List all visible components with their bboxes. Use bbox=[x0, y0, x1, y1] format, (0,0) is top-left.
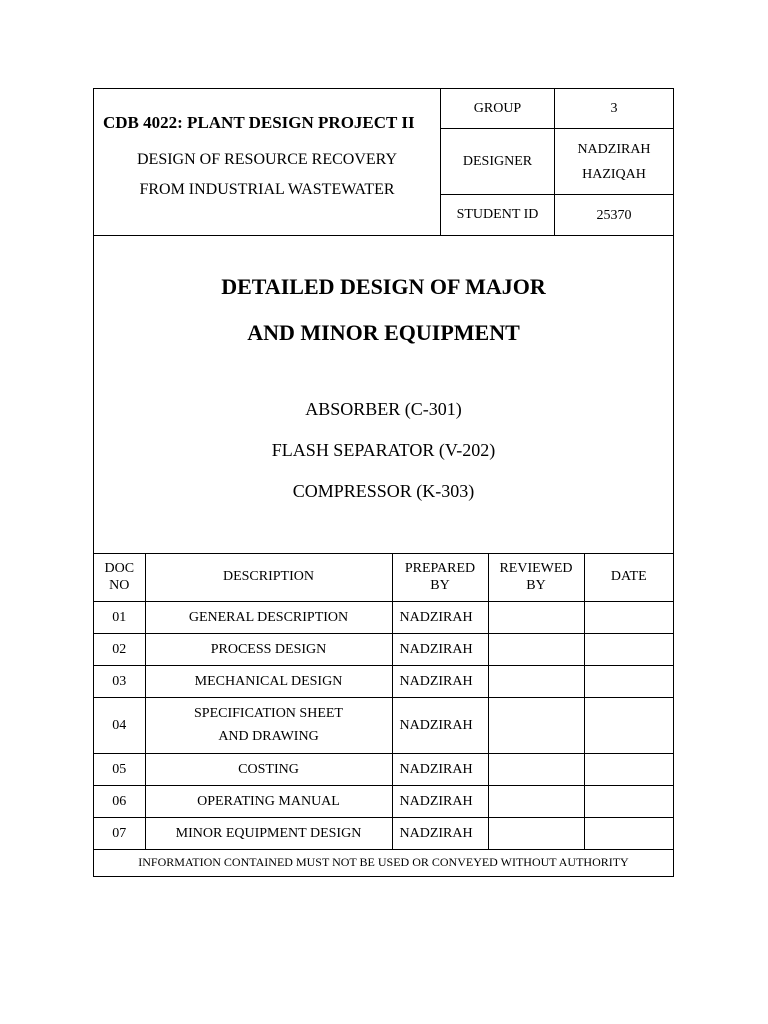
row-date bbox=[584, 697, 673, 753]
table-row bbox=[94, 601, 673, 633]
row-date bbox=[584, 785, 673, 817]
row-doc-no: 01 bbox=[94, 601, 145, 633]
row-reviewed-by bbox=[488, 817, 584, 849]
designer-name-1: NADZIRAH bbox=[577, 141, 651, 157]
row-reviewed-by bbox=[488, 785, 584, 817]
row-doc-no: 07 bbox=[94, 817, 145, 849]
title-block bbox=[94, 236, 673, 554]
group-value bbox=[555, 89, 673, 128]
table-row bbox=[94, 785, 673, 817]
main-title-line1: DETAILED DESIGN OF MAJOR bbox=[221, 274, 546, 299]
group-info bbox=[441, 89, 673, 235]
table-row bbox=[94, 697, 673, 753]
group-label: GROUP bbox=[441, 89, 555, 128]
row-doc-no: 05 bbox=[94, 753, 145, 785]
equipment-absorber: ABSORBER (C-301) bbox=[305, 399, 462, 419]
course-info bbox=[94, 89, 441, 235]
row-doc-no: 02 bbox=[94, 633, 145, 665]
row-prepared-by: NADZIRAH bbox=[392, 785, 488, 817]
row-reviewed-by bbox=[488, 753, 584, 785]
col-date: DATE bbox=[584, 553, 673, 601]
designer-row bbox=[441, 129, 673, 195]
confidentiality-notice: INFORMATION CONTAINED MUST NOT BE USED OR CONVEYED WITHOUT AUTHORITY bbox=[138, 855, 629, 869]
row-description: MINOR EQUIPMENT DESIGN bbox=[145, 817, 392, 849]
row-doc-no: 06 bbox=[94, 785, 145, 817]
project-title-line1: DESIGN OF RESOURCE RECOVERY bbox=[136, 151, 398, 168]
col-prepared-by: PREPARED BY bbox=[392, 553, 488, 601]
row-date bbox=[584, 753, 673, 785]
row-reviewed-by bbox=[488, 601, 584, 633]
row-description: GENERAL DESCRIPTION bbox=[145, 601, 392, 633]
row-reviewed-by bbox=[488, 697, 584, 753]
group-row bbox=[441, 89, 673, 129]
student-id-row bbox=[441, 195, 673, 235]
row-date bbox=[584, 665, 673, 697]
row-doc-no: 03 bbox=[94, 665, 145, 697]
student-id-number: 25370 bbox=[596, 207, 632, 223]
row-date bbox=[584, 633, 673, 665]
group-number: 3 bbox=[610, 101, 618, 116]
designer-value bbox=[555, 129, 673, 194]
table-row bbox=[94, 817, 673, 849]
row-date bbox=[584, 601, 673, 633]
row-doc-no: 04 bbox=[94, 697, 145, 753]
row-description: PROCESS DESIGN bbox=[145, 633, 392, 665]
row-date bbox=[584, 817, 673, 849]
header-block bbox=[94, 89, 673, 236]
row-description: SPECIFICATION SHEET AND DRAWING bbox=[145, 697, 392, 753]
row-prepared-by: NADZIRAH bbox=[392, 697, 488, 753]
row-prepared-by: NADZIRAH bbox=[392, 601, 488, 633]
col-reviewed-by: REVIEWED BY bbox=[488, 553, 584, 601]
document-table bbox=[94, 553, 673, 850]
table-row bbox=[94, 665, 673, 697]
equipment-compressor: COMPRESSOR (K-303) bbox=[292, 481, 475, 501]
row-description: MECHANICAL DESIGN bbox=[145, 665, 392, 697]
row-description: OPERATING MANUAL bbox=[145, 785, 392, 817]
student-id-value bbox=[555, 195, 673, 235]
row-reviewed-by bbox=[488, 665, 584, 697]
course-title: CDB 4022: PLANT DESIGN PROJECT II bbox=[103, 113, 415, 132]
project-title-line2: FROM INDUSTRIAL WASTEWATER bbox=[139, 181, 395, 198]
row-reviewed-by bbox=[488, 633, 584, 665]
main-title-line2: AND MINOR EQUIPMENT bbox=[247, 320, 520, 345]
designer-label: DESIGNER bbox=[441, 129, 555, 194]
document-sheet bbox=[93, 88, 674, 877]
col-description: DESCRIPTION bbox=[145, 553, 392, 601]
student-id-label: STUDENT ID bbox=[441, 195, 555, 235]
row-prepared-by: NADZIRAH bbox=[392, 753, 488, 785]
table-header-row bbox=[94, 553, 673, 601]
row-description: COSTING bbox=[145, 753, 392, 785]
designer-name-2: HAZIQAH bbox=[582, 166, 646, 182]
row-prepared-by: NADZIRAH bbox=[392, 665, 488, 697]
table-row bbox=[94, 633, 673, 665]
row-prepared-by: NADZIRAH bbox=[392, 817, 488, 849]
row-prepared-by: NADZIRAH bbox=[392, 633, 488, 665]
table-row bbox=[94, 753, 673, 785]
col-doc-no: DOC NO bbox=[94, 553, 145, 601]
equipment-flash-separator: FLASH SEPARATOR (V-202) bbox=[271, 440, 496, 460]
